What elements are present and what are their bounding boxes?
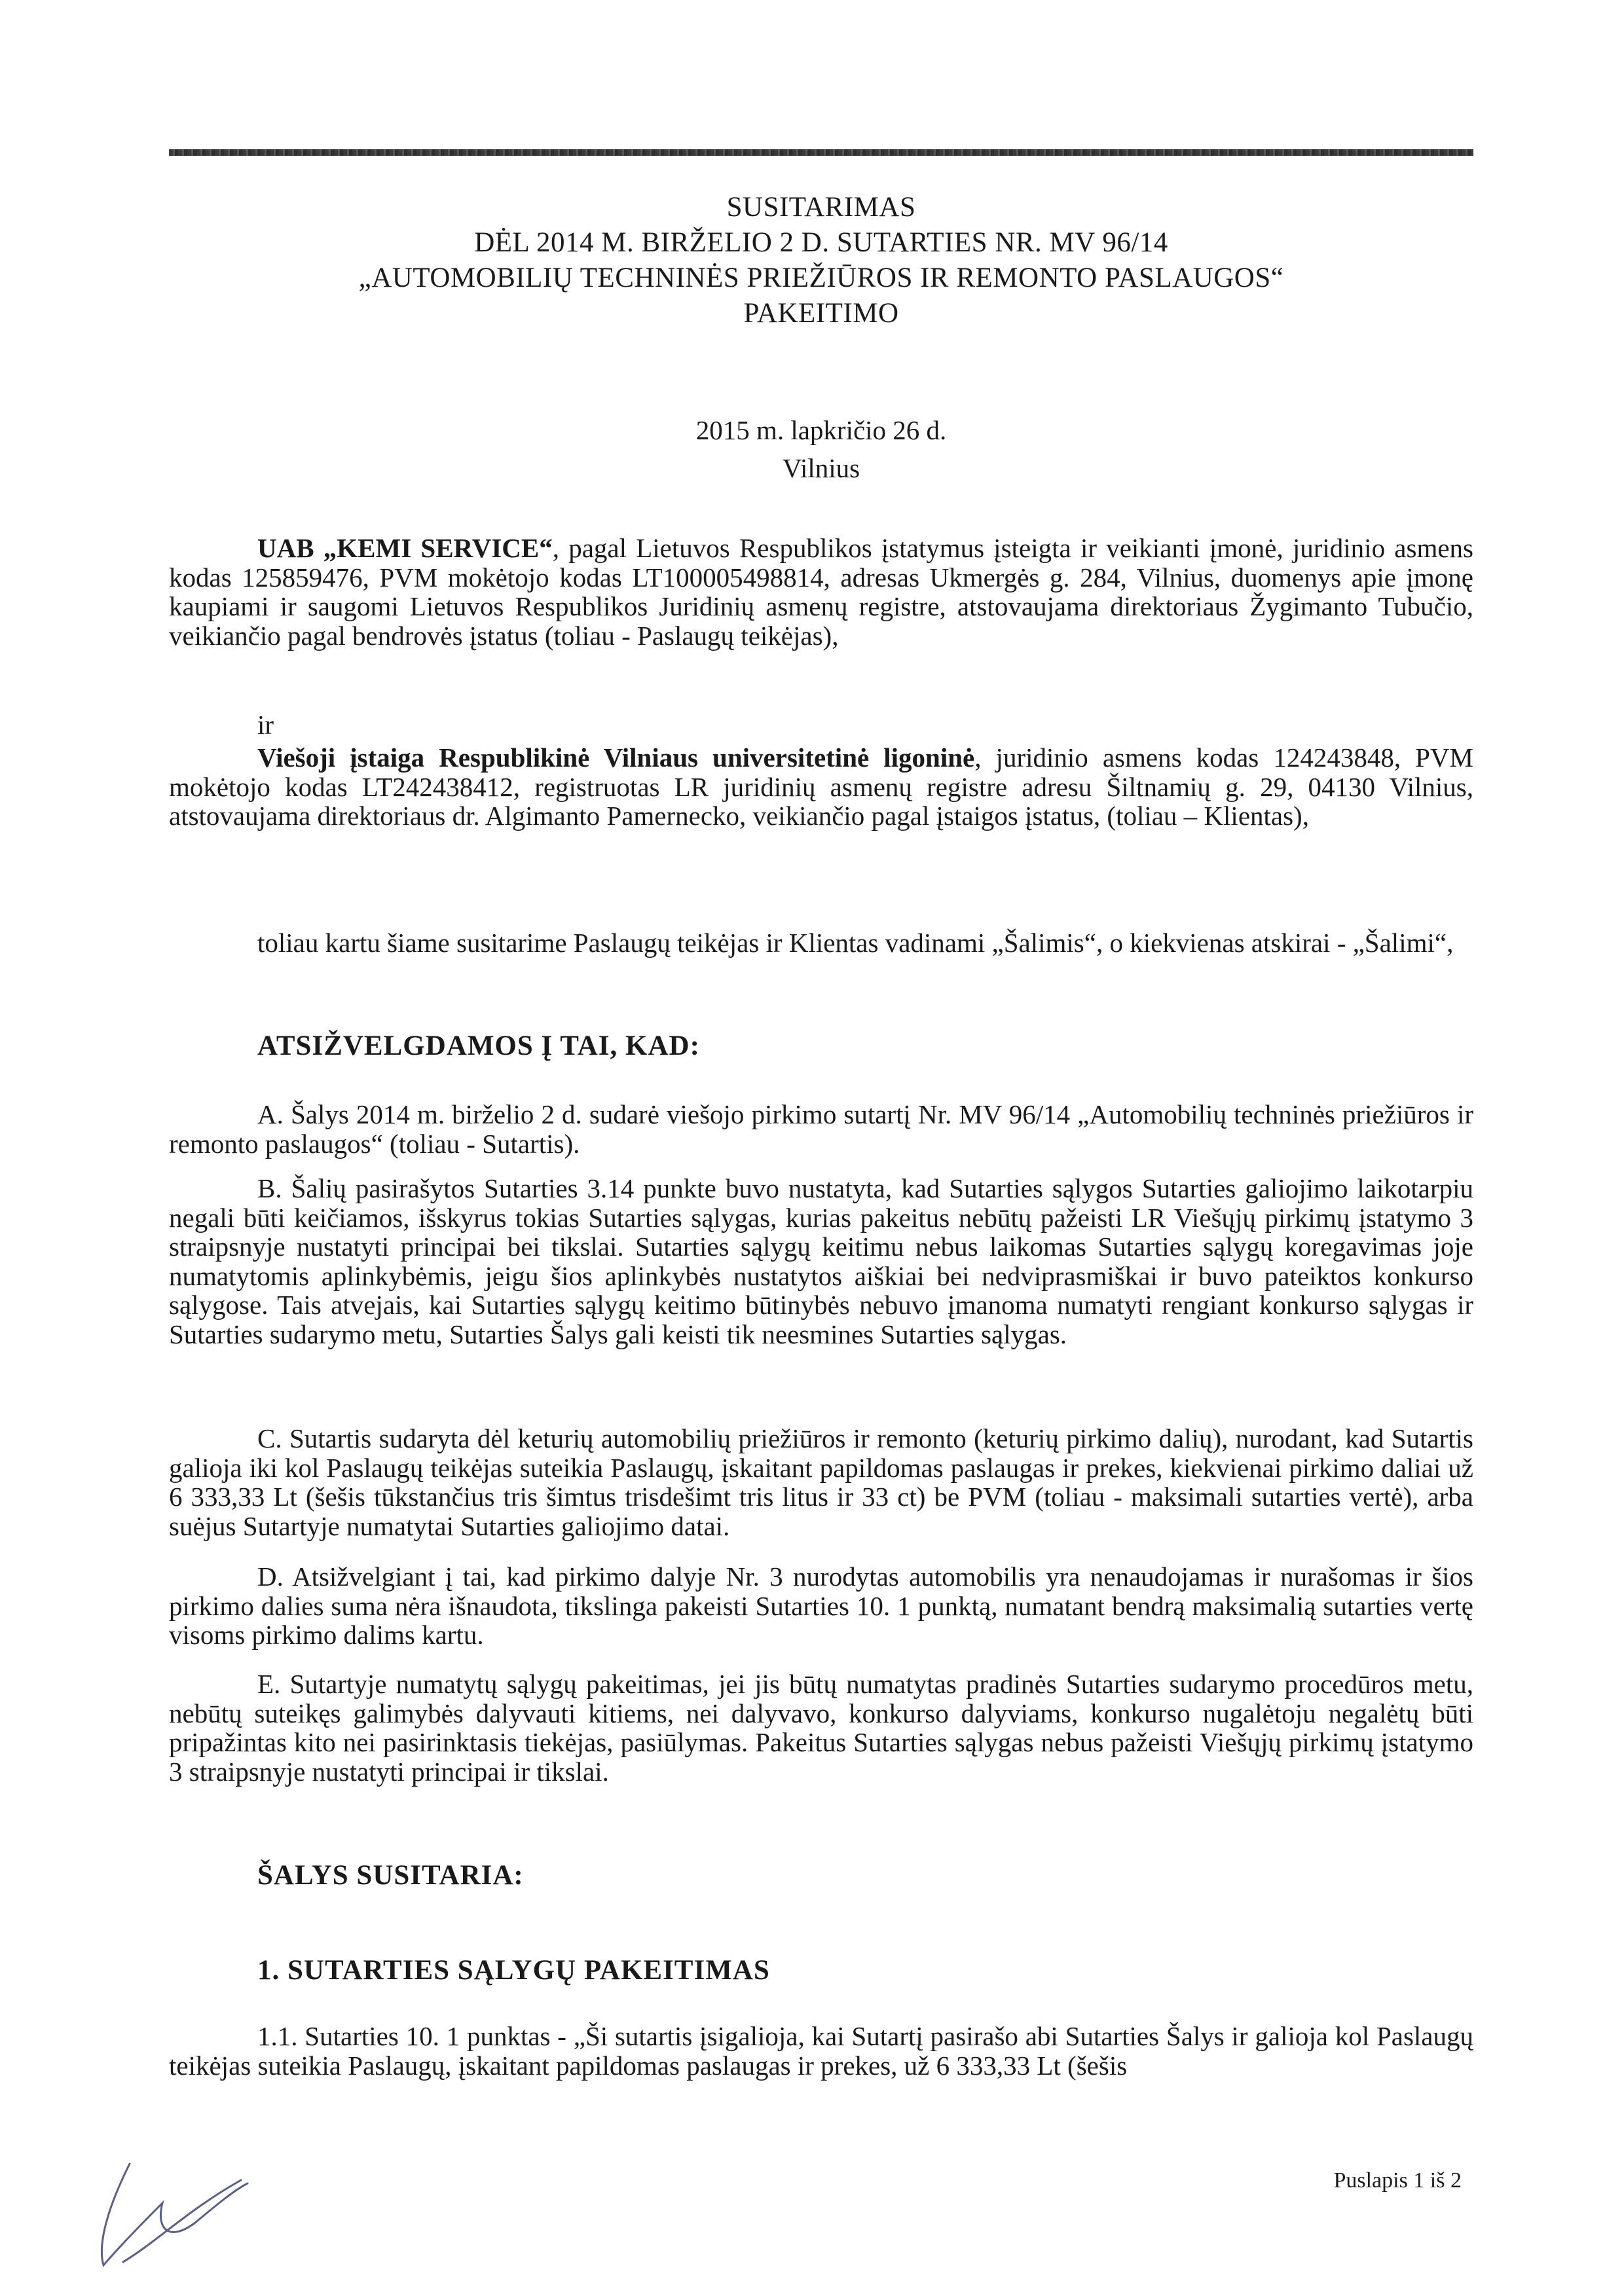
- parties-intro-paragraph: [169, 928, 1473, 958]
- party-1-name: UAB „KEMI SERVICE“: [257, 533, 553, 563]
- clause-1-1: 1.1. Sutarties 10. 1 punktas - „Ši sutartis įsigalioja, kai Sutartį pasirašo abi Sutarties Šalys ir galioja kol Paslaugų teikėjas suteikia Paslaugų, įskaitant papildomas paslaugas ir prekes, už 6 333,33 Lt (šešis: [169, 2021, 1473, 2081]
- date-place: [169, 411, 1473, 487]
- title-line-2: DĖL 2014 M. BIRŽELIO 2 D. SUTARTIES NR. MV 96/14: [474, 227, 1168, 258]
- recital-b-paragraph: [169, 1174, 1473, 1349]
- recital-c-paragraph: [169, 1424, 1473, 1540]
- document-date: 2015 m. lapkričio 26 d.: [695, 415, 947, 445]
- page-number: Puslapis 1 iš 2: [1333, 2168, 1462, 2193]
- party-1-paragraph: [169, 534, 1473, 650]
- party-2-details: , juridinio asmens kodas 124243848, PVM mokėtojo kodas LT242438412, registruotas LR juridinių asmenų registre adresu Šiltnamių g. 29, 04130 Vilnius, atstovaujama direktoriaus dr. Algimanto Pamernecko, veikiančio pagal įstaigos įstatus, (toliau – Klientas),: [169, 742, 1473, 831]
- recital-a-paragraph: [169, 1100, 1473, 1158]
- document-title: [169, 190, 1473, 331]
- heading-agree: ŠALYS SUSITARIA:: [257, 1860, 524, 1891]
- title-line-1: SUSITARIMAS: [726, 192, 916, 223]
- clause-1-1-paragraph: [169, 2022, 1473, 2080]
- signature-mark: [84, 2144, 254, 2275]
- parties-intro: toliau kartu šiame susitarime Paslaugų teikėjas ir Klientas vadinami „Šalimis“, o kiekvienas atskirai - „Šalimi“,: [257, 928, 1454, 958]
- recital-a: A. Šalys 2014 m. birželio 2 d. sudarė viešojo pirkimo sutartį Nr. MV 96/14 „Automobilių techninės priežiūros ir remonto paslaugos“ (toliau - Sutartis).: [169, 1099, 1473, 1159]
- recital-e-paragraph: [169, 1669, 1473, 1786]
- recital-b: B. Šalių pasirašytos Sutarties 3.14 punkte buvo nustatyta, kad Sutarties sąlygos Sutarties galiojimo laikotarpiu negali būti keičiamos, išskyrus tokias Sutarties sąlygas, kurias pakeitus nebūtų pažeisti LR Viešųjų pirkimų įstatymo 3 straipsnyje nustatyti principai bei tikslai. Sutarties sąlygų keitimu nebus laikomas Sutarties sąlygų koregavimas joje numatytomis aplinkybėmis, jeigu šios aplinkybės nustatytos aiškiai bei nedviprasmiškai ir buvo pateiktos konkurso sąlygose. Tais atvejais, kai Sutarties sąlygų keitimo būtinybės nebuvo įmanoma numatyti rengiant konkurso sąlygas ir Sutarties sudarymo metu, Sutarties Šalys gali keisti tik neesmines Sutarties sąlygas.: [169, 1173, 1473, 1349]
- recital-d-paragraph: [169, 1562, 1473, 1650]
- heading-section-1: 1. SUTARTIES SĄLYGŲ PAKEITIMAS: [257, 1955, 770, 1986]
- document-place: Vilnius: [782, 453, 860, 483]
- title-line-3: „AUTOMOBILIŲ TECHNINĖS PRIEŽIŪROS IR REMONTO PASLAUGOS“: [358, 263, 1284, 293]
- party-1-details: , pagal Lietuvos Respublikos įstatymus įsteigta ir veikianti įmonė, juridinio asmens kodas 125859476, PVM mokėtojo kodas LT100005498814, adresas Ukmergės g. 284, Vilnius, duomenys apie įmonę kaupiami ir saugomi Lietuvos Respublikos Juridinių asmenų registre, atstovaujama direktoriaus Žygimanto Tubučio, veikiančio pagal bendrovės įstatus (toliau - Paslaugų teikėjas),: [169, 533, 1473, 651]
- header-rule: [169, 149, 1473, 156]
- recital-d: D. Atsižvelgiant į tai, kad pirkimo dalyje Nr. 3 nurodytas automobilis yra nenaudojamas ir nurašomas ir šios pirkimo dalies suma nėra išnaudota, tikslinga pakeisti Sutarties 10. 1 punktą, numatant bendrą maksimalią sutarties vertę visoms pirkimo dalims kartu.: [169, 1561, 1473, 1650]
- and-word: ir: [257, 710, 274, 740]
- heading-considering: ATSIŽVELGDAMOS Į TAI, KAD:: [257, 1030, 700, 1061]
- recital-c: C. Sutartis sudaryta dėl keturių automobilių priežiūros ir remonto (keturių pirkimo dalių), nurodant, kad Sutartis galioja iki kol Paslaugų teikėjas suteikia Paslaugų, įskaitant papildomas paslaugas ir prekes, kiekvienai pirkimo daliai už 6 333,33 Lt (šešis tūkstančius tris šimtus trisdešimt tris litus ir 33 ct) be PVM (toliau - maksimali sutarties vertė), arba suėjus Sutartyje numatytai Sutarties galiojimo datai.: [169, 1423, 1473, 1541]
- title-line-4: PAKEITIMO: [743, 298, 899, 329]
- recital-e: E. Sutartyje numatytų sąlygų pakeitimas, jei jis būtų numatytas pradinės Sutarties sudarymo procedūros metu, nebūtų suteikęs galimybės dalyvauti kitiems, nei dalyvavo, konkurso dalyviams, konkurso nugalėtoju negalėtų būti pripažintas kito nei pasirinktasis tiekėjas, pasiūlymas. Pakeitus Sutarties sąlygas nebus pažeisti Viešųjų pirkimų įstatymo 3 straipsnyje nustatyti principai ir tikslai.: [169, 1669, 1473, 1787]
- party-2-paragraph: [169, 743, 1473, 831]
- party-2-name: Viešoji įstaiga Respublikinė Vilniaus universitetinė ligoninė: [257, 742, 975, 773]
